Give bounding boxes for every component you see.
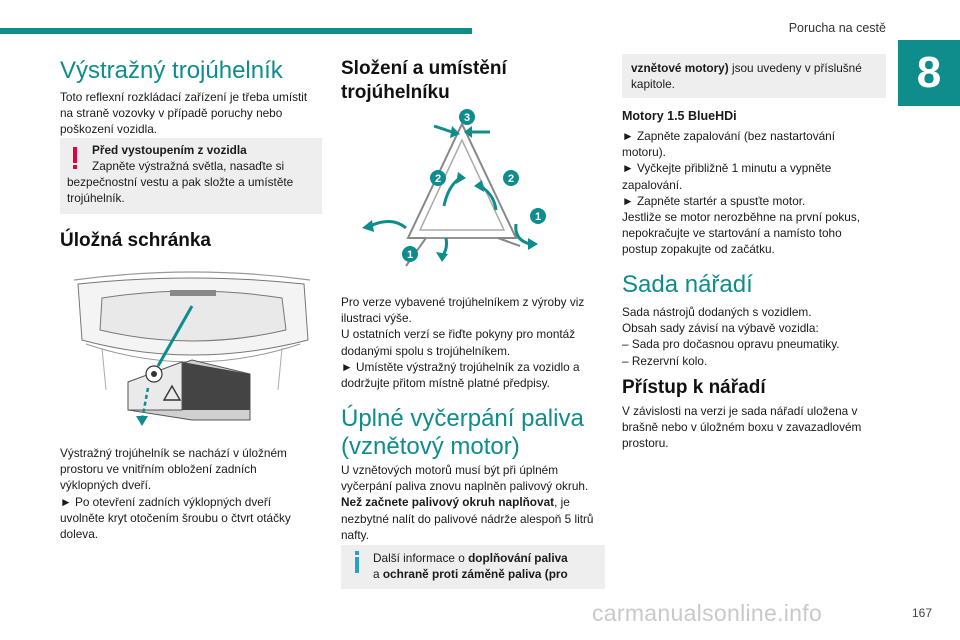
info-text-continued: vznětové motory) jsou uvedeny v příslušné kapitole. [631,61,862,92]
triangle-assembly-diagram [356,106,566,276]
warning-text: Před vystoupením z vozidla Zapněte výstražná světla, nasaďte si [92,143,285,174]
diagram-label-2a: 2 [434,173,442,185]
info-icon [355,557,359,573]
diagram-label-3: 3 [463,112,471,124]
storage-text: Výstražný trojúhelník se nachází v úložném prostoru ve vnitřním obložení zadních výklopných dveří. ► Po otevření zadních výklopných dveří uvolněte kryt otočením šroubu o čtvrt otáčky doleva. [60,446,291,542]
warning-icon-dot [73,165,77,169]
chapter-tab: 8 [898,40,960,106]
tools-text: Sada nástrojů dodaných s vozidlem. Obsah sady závisí na výbavě vozidla: – Sada pro dočasnou opravu pneumatiky. – Rezervní kolo. [622,305,840,368]
section-title: Porucha na cestě [788,21,886,35]
info-icon-dot [355,551,359,555]
heading-assembly: Složení a umístění trojúhelníku [341,58,507,103]
warning-icon [73,147,77,163]
diagram-label-2b: 2 [507,173,515,185]
page-number: 167 [911,606,932,620]
header-accent-bar [0,28,472,34]
fuel-text: U vznětových motorů musí být při úplném vyčerpání paliva znovu naplněn palivový okruh. Než začnete palivový okruh naplňovat, je nezbytné nalít do palivové nádrže alespoň 5 litrů nafty. [341,463,594,542]
engine-text: ► Zapněte zapalování (bez nastartování motoru). ► Vyčkejte přibližně 1 minutu a vypněte zapalování. ► Zapněte startér a spusťte motor. Jestliže se motor nerozběhne na první pokus, nepokračujte ve startování a namísto toho postup zopakujte od začátku. [622,129,861,257]
intro-text: Toto reflexní rozkládací zařízení je třeba umístit na straně vozovky v případě poruchy nebo poškození vozidla. [60,90,308,137]
heading-tool-access: Přístup k nářadí [622,377,766,398]
heading-fuel-exhaustion: Úplné vyčerpání paliva (vznětový motor) [341,405,584,460]
watermark: carmanualsonline.info [592,600,823,626]
storage-illustration [72,270,316,430]
access-text: V závislosti na verzi je sada nářadí uložena v brašně nebo v úložném boxu v zavazadlovém prostoru. [622,404,862,451]
assembly-text: Pro verze vybavené trojúhelníkem z výroby viz ilustraci výše. U ostatních verzí se řiďte pokyny pro montáž dodanými spolu s trojúhelníkem. ► Umístěte výstražný trojúhelník za vozidlo a dodržujte přitom místně platné předpisy. [341,295,585,391]
heading-tool-kit: Sada nářadí [622,271,753,298]
heading-warning-triangle: Výstražný trojúhelník [60,57,283,84]
heading-engine: Motory 1.5 BlueHDi [622,109,737,123]
heading-storage: Úložná schránka [60,230,211,251]
warning-text-cont: bezpečnostní vestu a pak složte a umístěte trojúhelník. [67,175,294,206]
diagram-label-1a: 1 [534,211,542,223]
diagram-label-1b: 1 [406,249,414,261]
info-text: Další informace o doplňování paliva a ochraně proti záměně paliva (pro [373,551,568,582]
